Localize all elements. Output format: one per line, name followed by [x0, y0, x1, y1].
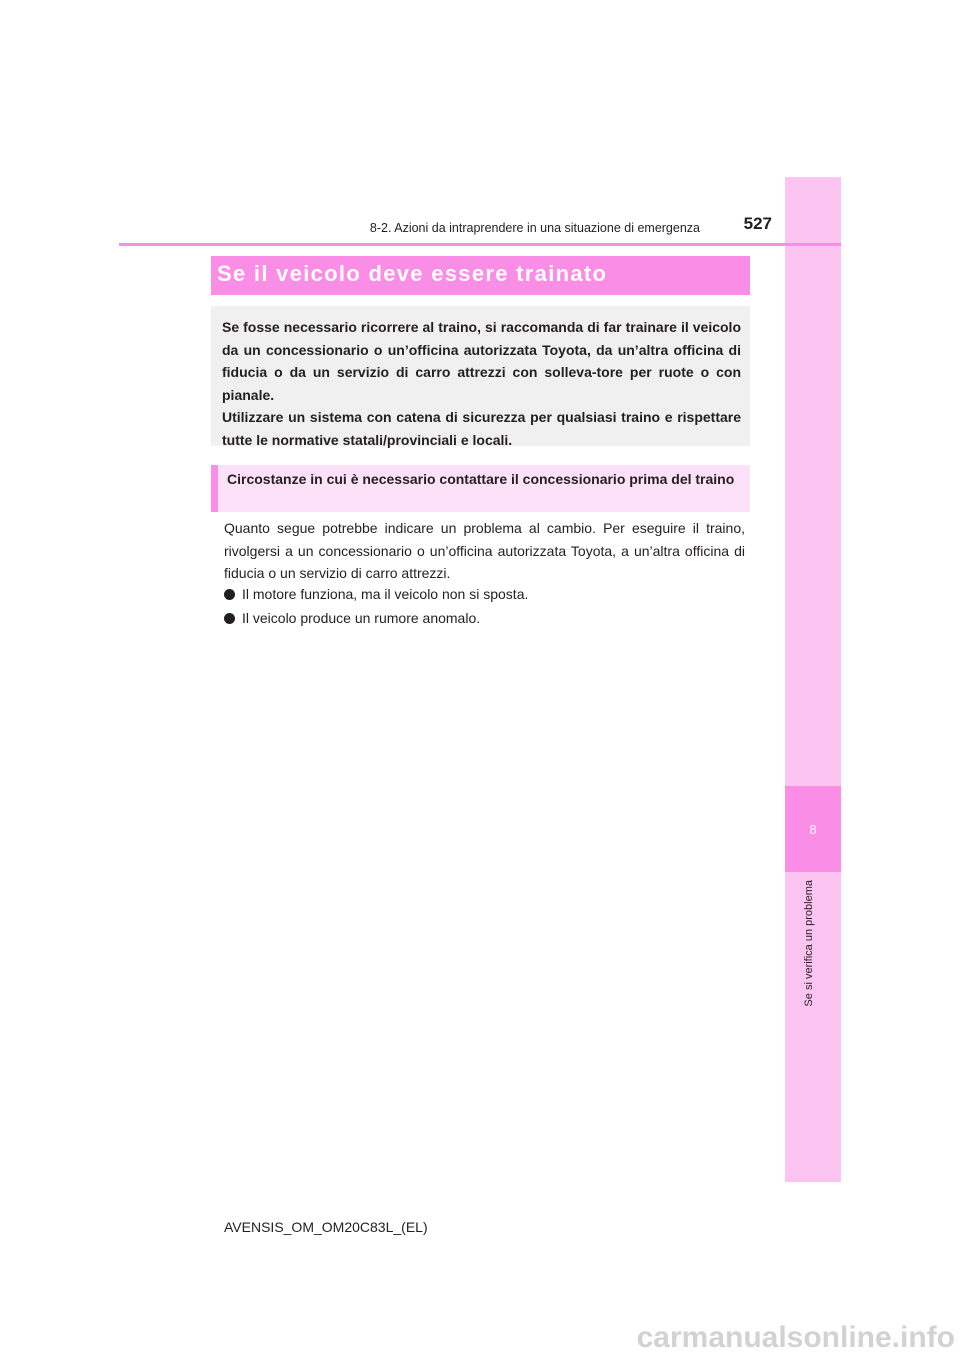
section-header: 8-2. Azioni da intraprendere in una situazione di emergenza — [369, 221, 700, 235]
intro-paragraph-2: Utilizzare un sistema con catena di sicurezza per qualsiasi traino e rispettare tutte le normative statali/provinciali e locali. — [222, 409, 741, 448]
chapter-side-tab — [785, 177, 841, 1182]
header-divider — [119, 243, 841, 246]
bullet-icon — [224, 589, 235, 600]
chapter-title: Se si verifica un problema — [803, 880, 815, 1007]
bullet-list — [224, 583, 745, 631]
bullet-text: Il motore funziona, ma il veicolo non si sposta. — [242, 586, 529, 602]
page-title-bar — [211, 256, 750, 295]
subsection-body: Quanto segue potrebbe indicare un problema al cambio. Per eseguire il traino, rivolgersi a un concessionario o un’officina autorizzata Toyota, a un’altra officina di fiducia o un servizio di carro attrezzi. — [224, 520, 745, 581]
page-title: Se il veicolo deve essere trainato — [217, 261, 608, 286]
chapter-number: 8 — [809, 821, 817, 837]
list-item — [224, 583, 745, 605]
page-number: 527 — [743, 214, 772, 233]
list-item — [224, 607, 745, 629]
intro-paragraph-1: Se fosse necessario ricorrere al traino, si raccomanda di far trainare il veicolo da un concessionario o un’officina autorizzata Toyota, da un’altra officina di fiducia o da un servizio di carro attrezzi con solleva-tore per ruote o con pianale. — [222, 319, 741, 403]
chapter-number-tab[interactable] — [785, 786, 841, 872]
document-code: AVENSIS_OM_OM20C83L_(EL) — [224, 1219, 428, 1235]
subsection-heading: Circostanze in cui è necessario contattare il concessionario prima del traino — [211, 465, 750, 512]
intro-box — [211, 306, 750, 446]
watermark-text: carmanualsonline.info — [636, 1321, 955, 1354]
bullet-text: Il veicolo produce un rumore anomalo. — [242, 610, 481, 626]
bullet-icon — [224, 613, 235, 624]
